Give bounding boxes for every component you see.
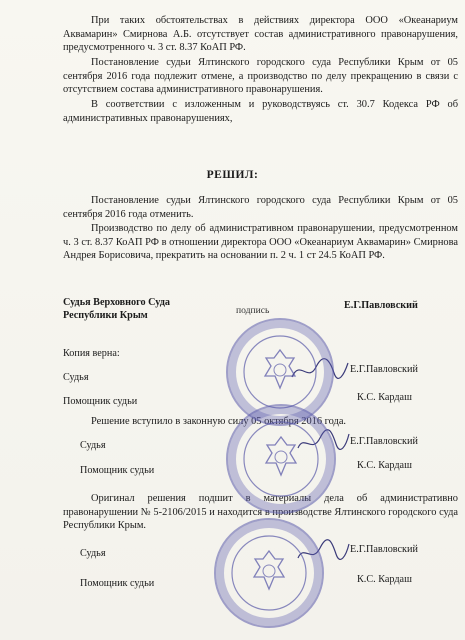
decision-point-1: Постановление судьи Ялтинского городского суда Республики Крым от 05 сентября 2016 года отменить. xyxy=(63,195,458,220)
copy2-assistant-name: К.С. Кардаш xyxy=(357,460,412,471)
seal-emblem-icon xyxy=(228,406,334,512)
paragraph-circumstances: При таких обстоятельствах в действиях директора ООО «Океанариум Аквамарин» Смирнова А.Б. отсутствует состав административного правонарушения, предусмотренного ч. 3 ст. 8.37 КоАП РФ. xyxy=(63,15,458,54)
copy1-judge-label: Судья xyxy=(63,372,89,383)
copy1-judge-name: Е.Г.Павловский xyxy=(350,364,418,375)
signature-title-line2: Республики Крым xyxy=(63,310,148,321)
copy3-assistant-name: К.С. Кардаш xyxy=(357,574,412,585)
copy3-judge-label: Судья xyxy=(80,548,106,559)
copy3-judge-name: Е.Г.Павловский xyxy=(350,544,418,555)
copy1-assistant-name: К.С. Кардаш xyxy=(357,392,412,403)
copy1-assistant-label: Помощник судьи xyxy=(63,396,138,407)
signature-name: Е.Г.Павловский xyxy=(344,300,418,311)
copy2-assistant-label: Помощник судьи xyxy=(80,465,155,476)
effective-date-note: Решение вступило в законную силу 05 октября 2016 года. xyxy=(91,416,347,427)
court-seal-stamp-2 xyxy=(226,404,336,514)
copy2-judge-label: Судья xyxy=(80,440,106,451)
signature-title-line1: Судья Верховного Суда xyxy=(63,297,170,308)
court-seal-stamp-3 xyxy=(214,518,324,628)
decision-heading: РЕШИЛ: xyxy=(206,169,259,181)
copy2-judge-name: Е.Г.Павловский xyxy=(350,436,418,447)
copy3-assistant-label: Помощник судьи xyxy=(80,578,155,589)
seal-emblem-icon xyxy=(216,520,322,626)
decision-point-2: Производство по делу об административном правонарушении, предусмотренном ч. 3 ст. 8.37 КоАП РФ в отношении директора ООО «Океанариум Аквамарин» Смирнова Андрея Борисовича, прекратить на основании п. 2 ч. 1 ст 24.5 КоАП РФ. xyxy=(63,223,458,262)
paragraph-legal-basis: В соответствии с изложенным и руководствуясь ст. 30.7 Кодекса РФ об административных правонарушениях, xyxy=(63,99,458,124)
paragraph-cancel-ruling: Постановление судьи Ялтинского городского суда Республики Крым от 05 сентября 2016 года подлежит отмене, а производство по делу прекращению в связи с отсутствием состава административного правонарушения. xyxy=(63,57,458,96)
signature-sign-word: подпись xyxy=(236,305,270,316)
original-location-note: Оригинал решения подшит в материалы дела об административно правонарушении № 5-2106/2015 и находится в производстве Ялтинского городского суда Республики Крым. xyxy=(63,493,458,532)
copy-true-label: Копия верна: xyxy=(63,348,120,359)
